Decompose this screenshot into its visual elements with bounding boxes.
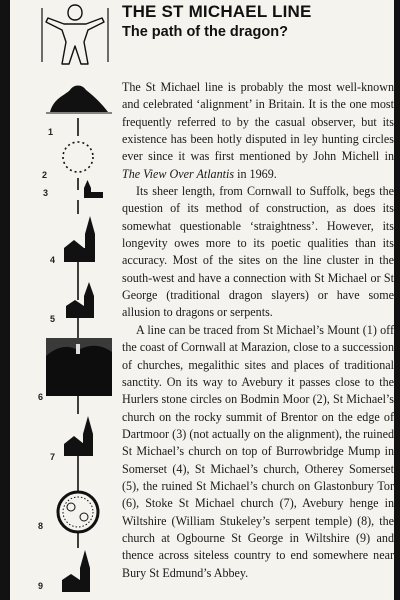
site-number-6: 6 — [38, 392, 44, 402]
site-number-4: 4 — [50, 255, 56, 265]
site-number-8: 8 — [38, 521, 44, 531]
paragraph-1-text: The St Michael line is probably the most well-known and celebrated ‘alignment’ in Britain. It is the one most frequently referred to by the casual observer, but its existence has been hotly disputed in ley hunting circles ever since it was first mentioned by John Michell in — [122, 80, 394, 164]
paragraph-1 — [122, 79, 394, 183]
site-timeline — [10, 0, 120, 600]
site-number-3: 3 — [43, 188, 49, 198]
book-page — [10, 0, 394, 600]
paragraph-2: Its sheer length, from Cornwall to Suffolk, begs the question of its method of construction, as does its somewhat questionable ‘straightness’. However, its longevity owes more to its poetic qualities than its accuracy. Most of the sites on the line cluster in the south-west and have a connection with St Michael or St George (traditional dragon slayers) or have some allusion to dragons or serpents. — [122, 184, 394, 320]
site-number-2: 2 — [42, 170, 48, 180]
site-number-9: 9 — [38, 581, 44, 591]
paragraph-1-end: in 1969. — [234, 166, 277, 181]
site-number-7: 7 — [50, 452, 56, 462]
stone-circle-icon — [63, 142, 93, 172]
church-icon — [64, 416, 93, 456]
site-number-1: 1 — [48, 127, 54, 137]
church-icon — [66, 282, 94, 318]
church-icon — [64, 216, 95, 262]
mount-icon — [46, 86, 112, 114]
book-title: The View Over Atlantis — [122, 166, 235, 181]
page-title: THE ST MICHAEL LINE — [122, 2, 312, 21]
paragraph-3: A line can be traced from St Michael’s Mount (1) off the coast of Cornwall at Marazion, close to a succession of churches, megalithic sites and places of traditional sanctity. On its way to Avebury it passes close to the Hurlers stone circles on Bodmin Moor (2), St Michael’s church on the rocky summit of Brentor on the edge of Dartmoor (3) (not actually on the alignment), the ruined St Michael’s church on top of Burrowbridge Mump in Somerset (4), St Michael’s church, Otherey Somerset (5), the ruined St Michael’s church on Glastonbury Tor (6), Stoke St Michael church (7), Avebury henge in Wiltshire (William Stukeley’s serpent temple) (8), the church at Ogbourne St George in Wiltshire (9) and thence across siteless country to end somewhere near Bury St Edmund’s Abbey. — [122, 322, 394, 580]
site-number-5: 5 — [50, 314, 56, 324]
article-body — [122, 79, 394, 582]
page-subtitle: The path of the dragon? — [122, 24, 288, 40]
church-icon — [62, 550, 90, 592]
henge-icon — [58, 492, 98, 532]
church-icon — [84, 180, 103, 198]
woodland-tor-icon — [46, 338, 112, 396]
